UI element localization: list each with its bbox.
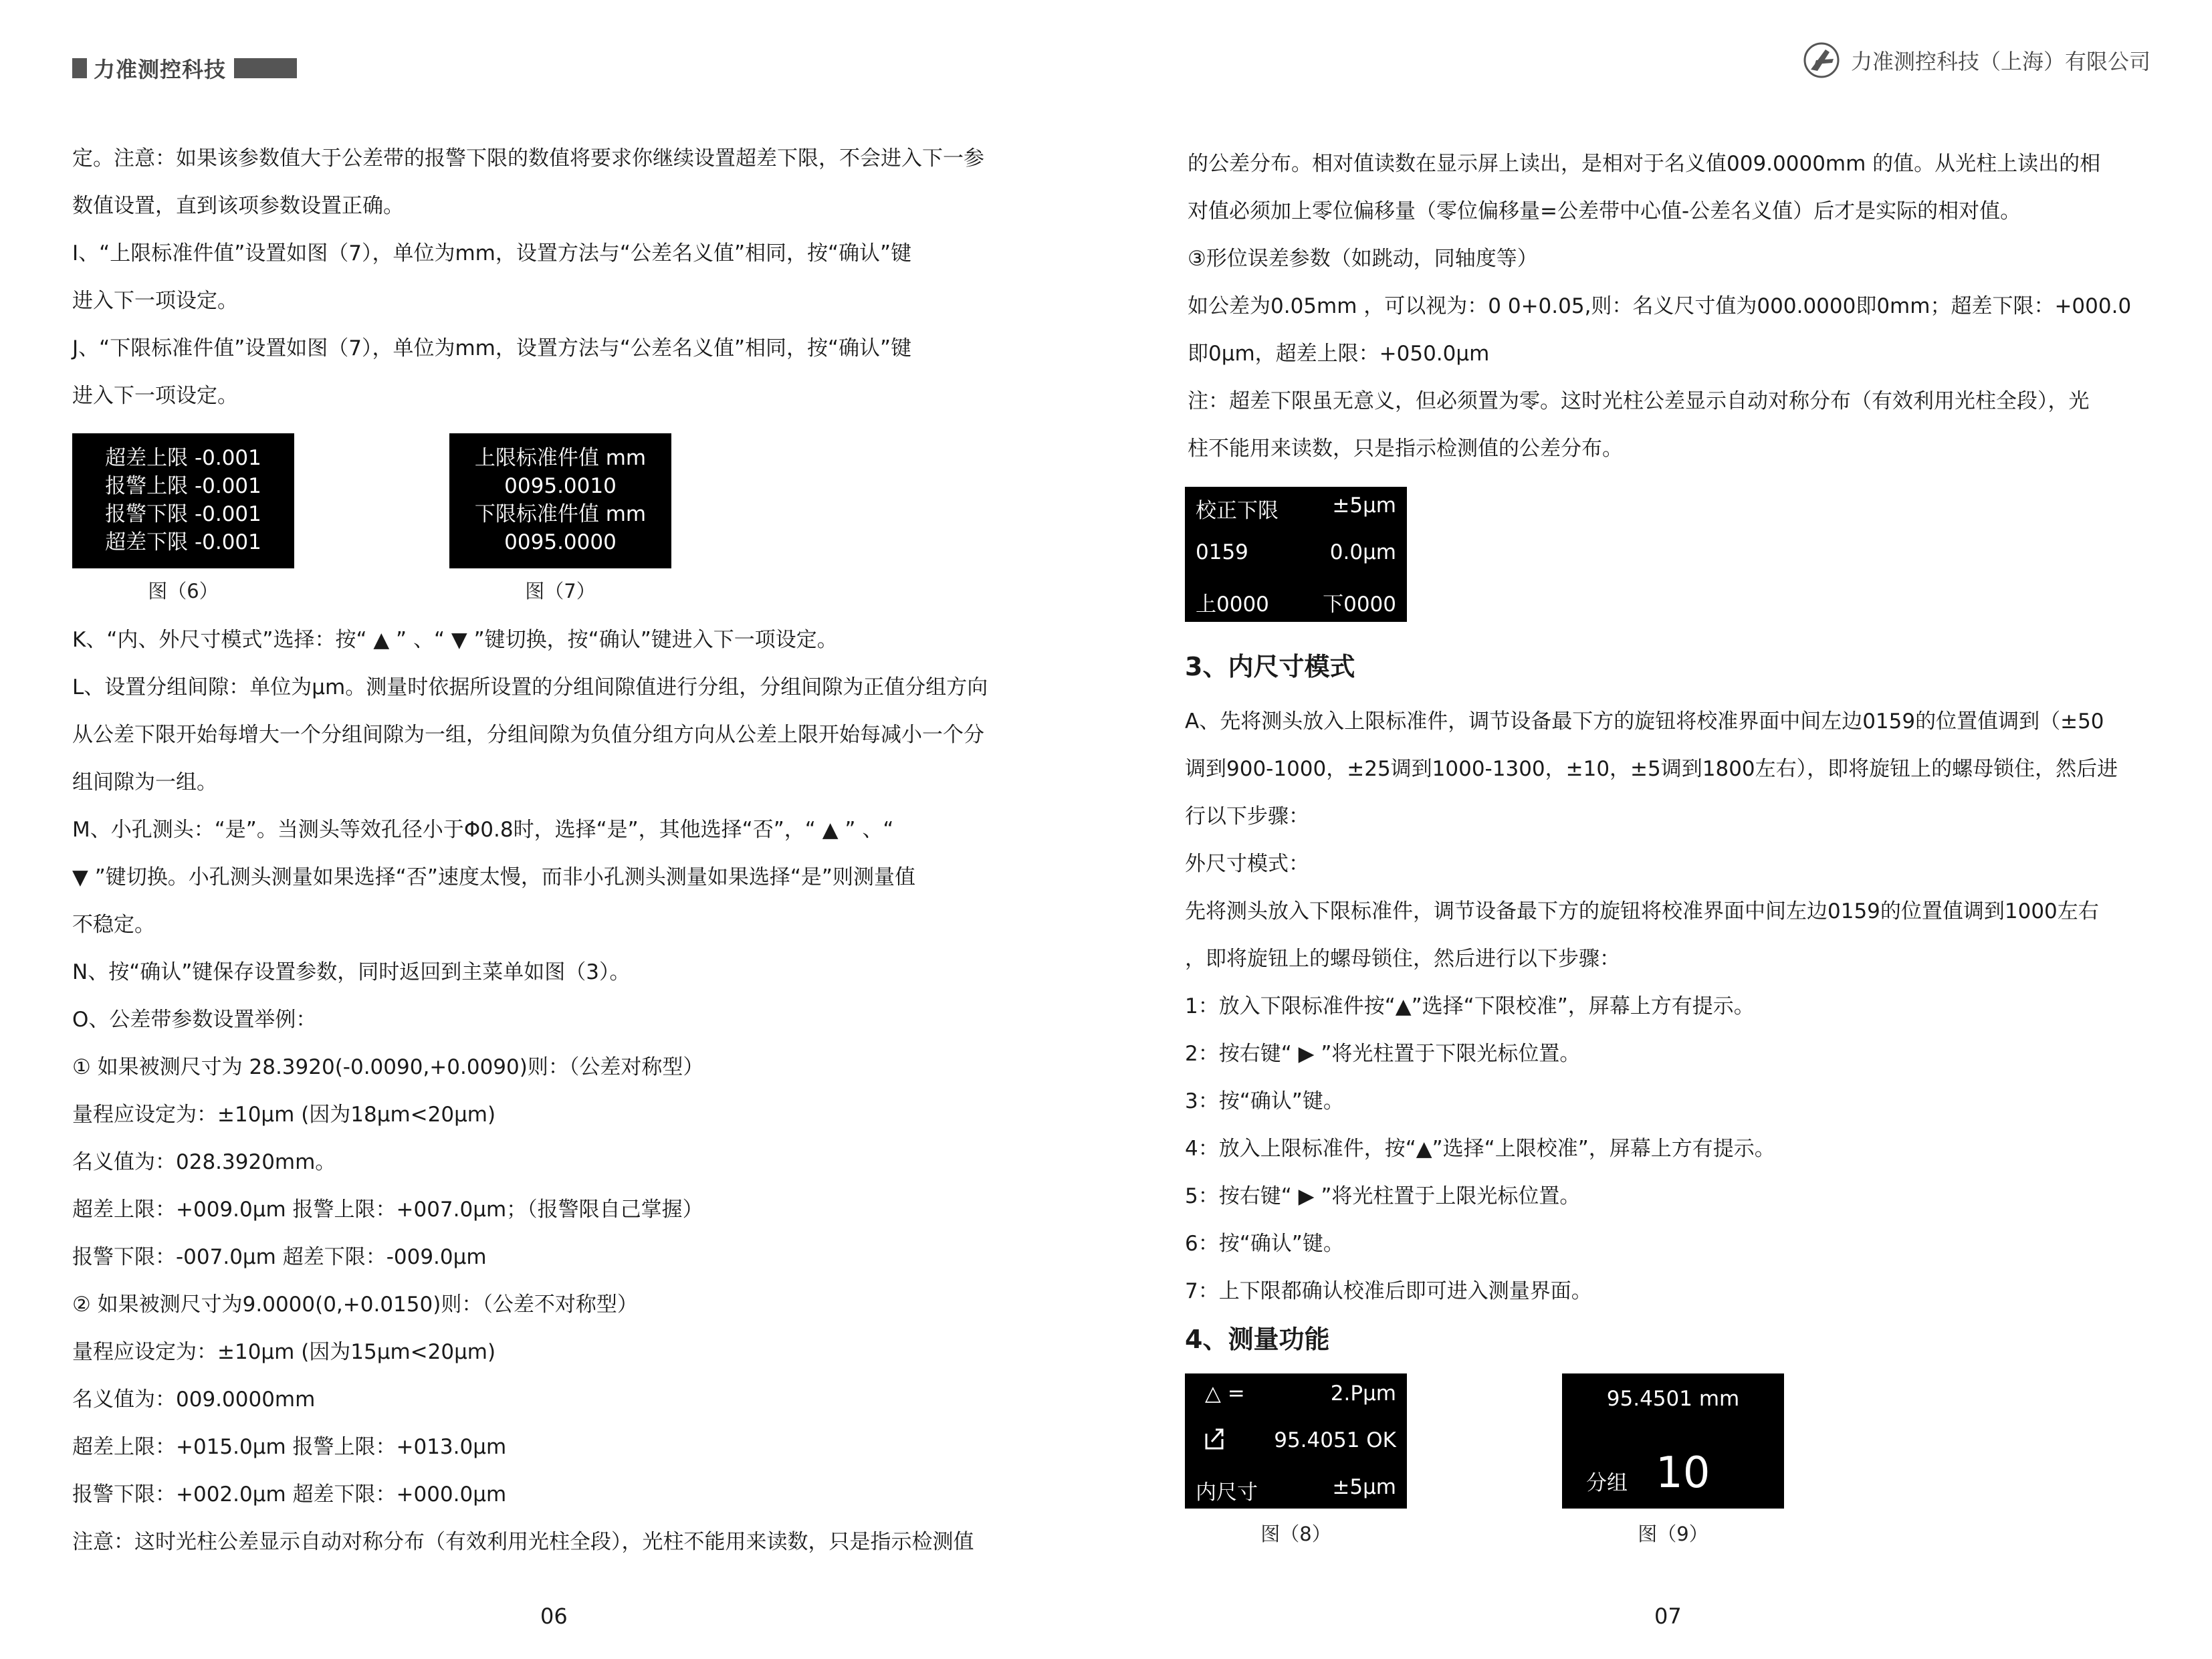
fig6-row: 超差上限 -0.001 xyxy=(105,446,261,470)
figure-6-caption: 图（6） xyxy=(148,580,219,602)
text-line: M、小孔测头：“是”。当测头等效孔径小于Φ0.8时，选择“是”，其他选择“否”，“ ▲ ” 、“ xyxy=(72,818,894,842)
text-line: 进入下一项设定。 xyxy=(72,289,238,313)
calibration-lcd xyxy=(1185,487,1407,622)
text-line: 3：按“确认”键。 xyxy=(1185,1089,1344,1113)
text-line: 的公差分布。相对值读数在显示屏上读出，是相对于名义值009.0000mm 的值。从光柱上读出的相 xyxy=(1188,152,2101,176)
text-line: 定。注意：如果该参数值大于公差带的报警下限的数值将要求你继续设置超差下限，不会进入下一参 xyxy=(72,146,984,171)
text-line: 5：按右键“ ▶ ”将光柱置于上限光标位置。 xyxy=(1185,1184,1581,1208)
text-line: 数值设置，直到该项参数设置正确。 xyxy=(72,194,404,218)
figure-7-lcd xyxy=(449,433,671,568)
fig8-r3-right: ±5μm xyxy=(1332,1475,1396,1499)
text-line: 柱不能用来读数，只是指示检测值的公差分布。 xyxy=(1188,437,1623,461)
text-line: 对值必须加上零位偏移量（零位偏移量=公差带中心值-公差名义值）后才是实际的相对值。 xyxy=(1188,199,2021,223)
fig9-value: 95.4501 mm xyxy=(1606,1387,1740,1411)
header-right-company xyxy=(1801,40,2150,80)
fig7-row: 下限标准件值 mm xyxy=(474,502,647,526)
text-line: 7：上下限都确认校准后即可进入测量界面。 xyxy=(1185,1279,1592,1303)
fig6-row: 报警上限 -0.001 xyxy=(105,474,261,498)
text-line: I、“上限标准件值”设置如图（7），单位为mm，设置方法与“公差名义值”相同，按“确认”键 xyxy=(72,241,912,265)
text-line: 超差上限：+015.0μm 报警上限：+013.0μm xyxy=(72,1435,507,1459)
fig7-row: 0095.0000 xyxy=(504,530,617,554)
calib-r1-left: 校正下限 xyxy=(1196,499,1279,523)
text-line: 量程应设定为：±10μm (因为15μm<20μm) xyxy=(72,1340,496,1364)
text-line: 名义值为：009.0000mm xyxy=(72,1388,316,1412)
calib-r2-right: 0.0μm xyxy=(1329,540,1396,564)
text-line: 如公差为0.05mm ，可以视为：0 0+0.05,则：名义尺寸值为000.0000即0mm；超差下限：+000.0 xyxy=(1188,294,2132,318)
text-line: 不稳定。 xyxy=(72,913,155,937)
left-text-bottom xyxy=(72,617,1048,1566)
fig7-row: 0095.0010 xyxy=(504,474,617,498)
text-line: A、先将测头放入上限标准件，调节设备最下方的旋钮将校准界面中间左边0159的位置值调到（±50 xyxy=(1185,709,2104,734)
export-icon xyxy=(1202,1426,1228,1451)
text-line: 组间隙为一组。 xyxy=(72,770,217,794)
text-line: N、按“确认”键保存设置参数，同时返回到主菜单如图（3）。 xyxy=(72,960,631,984)
figure-6-lcd xyxy=(72,433,294,568)
text-line: 报警下限：+002.0μm 超差下限：+000.0μm xyxy=(72,1482,507,1507)
figure-8-lcd xyxy=(1185,1373,1407,1509)
text-line: 名义值为：028.3920mm。 xyxy=(72,1150,336,1174)
text-line: 4：放入上限标准件，按“▲”选择“上限校准”，屏幕上方有提示。 xyxy=(1185,1137,1775,1161)
fig7-row: 上限标准件值 mm xyxy=(474,446,647,470)
section-3-title: 3、内尺寸模式 xyxy=(1185,652,1355,681)
text-line: 注意：这时光柱公差显示自动对称分布（有效利用光柱全段），光柱不能用来读数，只是指示检测值 xyxy=(72,1530,974,1554)
calib-r1-right: ±5μm xyxy=(1332,493,1396,518)
text-line: 报警下限：-007.0μm 超差下限：-009.0μm xyxy=(72,1245,487,1269)
fig6-row: 超差下限 -0.001 xyxy=(105,530,261,554)
calib-r2-left: 0159 xyxy=(1196,540,1248,564)
fig8-r1-right: 2.Pμm xyxy=(1330,1381,1396,1406)
text-line: O、公差带参数设置举例： xyxy=(72,1008,317,1032)
fig9-group-number: 10 xyxy=(1656,1448,1710,1498)
right-text-middle xyxy=(1185,698,2161,1315)
header-company-text: 力准测控科技（上海）有限公司 xyxy=(1850,49,2150,74)
header-brand-text: 力准测控科技 xyxy=(94,57,227,82)
text-line: 即0μm，超差上限：+050.0μm xyxy=(1188,342,1490,366)
figure-7-caption: 图（7） xyxy=(525,580,596,602)
company-logo-icon xyxy=(1801,40,1842,80)
text-line: 1：放入下限标准件按“▲”选择“下限校准”，屏幕上方有提示。 xyxy=(1185,994,1755,1018)
section-4-title: 4、测量功能 xyxy=(1185,1325,1330,1354)
text-line: 从公差下限开始每增大一个分组间隙为一组，分组间隙为负值分组方向从公差上限开始每减小一个分 xyxy=(72,723,984,747)
text-line: 注：超差下限虽无意义，但必须置为零。这时光柱公差显示自动对称分布（有效利用光柱全段），光 xyxy=(1188,389,2090,413)
text-line: 6：按“确认”键。 xyxy=(1185,1232,1344,1256)
header-bar-mark xyxy=(234,58,297,78)
text-line: L、设置分组间隙：单位为μm。测量时依据所设置的分组间隙值进行分组，分组间隙为正值分组方向 xyxy=(72,675,988,699)
text-line: 量程应设定为：±10μm (因为18μm<20μm) xyxy=(72,1103,496,1127)
text-line: K、“内、外尺寸模式”选择：按“ ▲ ” 、“ ▼ ”键切换，按“确认”键进入下一项设定。 xyxy=(72,628,838,652)
text-line: 调到900-1000，±25调到1000-1300，±10，±5调到1800左右），即将旋钮上的螺母锁住，然后进 xyxy=(1185,757,2118,781)
page-number-right: 07 xyxy=(1654,1603,1682,1629)
text-line: 超差上限：+009.0μm 报警上限：+007.0μm；（报警限自己掌握） xyxy=(72,1198,703,1222)
page-number-left: 06 xyxy=(540,1603,568,1629)
fig8-r3-left: 内尺寸 xyxy=(1196,1480,1258,1505)
text-line: ③形位误差参数（如跳动，同轴度等） xyxy=(1188,247,1538,271)
text-line: J、“下限标准件值”设置如图（7），单位为mm，设置方法与“公差名义值”相同，按“确认”键 xyxy=(72,336,912,360)
text-line: ② 如果被测尺寸为9.0000(0,+0.0150)则：（公差不对称型） xyxy=(72,1293,638,1317)
text-line: ，即将旋钮上的螺母锁住，然后进行以下步骤： xyxy=(1185,947,1620,971)
calib-r3-right: 下0000 xyxy=(1323,592,1396,617)
calib-r3-left: 上0000 xyxy=(1196,592,1269,617)
figure-9-caption: 图（9） xyxy=(1638,1523,1708,1545)
figure-9-lcd xyxy=(1562,1373,1784,1509)
text-line: 2：按右键“ ▶ ”将光柱置于下限光标位置。 xyxy=(1185,1042,1581,1066)
text-line: 行以下步骤： xyxy=(1185,804,1309,828)
right-text-top xyxy=(1188,140,2164,473)
text-line: 先将测头放入下限标准件，调节设备最下方的旋钮将校准界面中间左边0159的位置值调到1000左右 xyxy=(1185,899,2099,923)
fig6-row: 报警下限 -0.001 xyxy=(105,502,261,526)
text-line: 外尺寸模式： xyxy=(1185,852,1309,876)
left-text-top xyxy=(72,135,1048,420)
text-line: 进入下一项设定。 xyxy=(72,384,238,408)
header-left-brand xyxy=(72,53,297,83)
fig8-r1-left: △ = xyxy=(1205,1381,1245,1406)
text-line: ① 如果被测尺寸为 28.3920(-0.0090,+0.0090)则：（公差对称型） xyxy=(72,1055,704,1079)
fig9-group-label: 分组 xyxy=(1586,1471,1628,1495)
header-square-mark xyxy=(72,58,87,78)
text-line: ▼ ”键切换。小孔测头测量如果选择“否”速度太慢，而非小孔测头测量如果选择“是”则测量值 xyxy=(72,865,915,889)
fig8-r2-right: 95.4051 OK xyxy=(1274,1428,1396,1452)
figure-8-caption: 图（8） xyxy=(1260,1523,1331,1545)
